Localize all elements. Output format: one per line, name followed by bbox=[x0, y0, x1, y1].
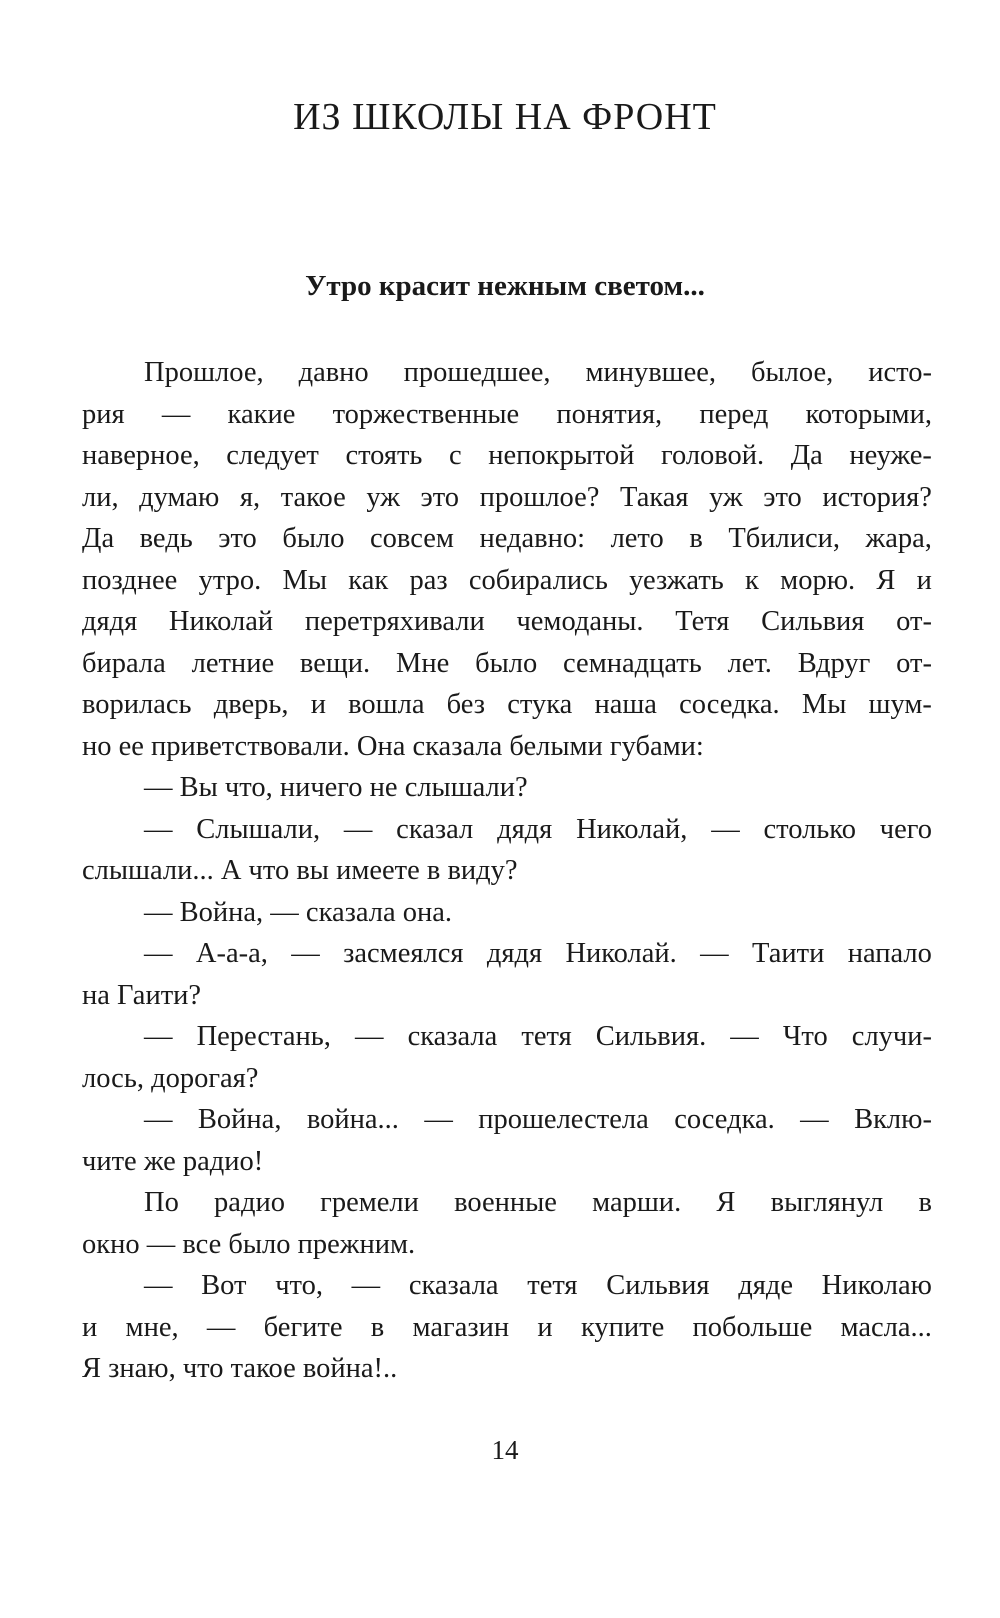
text-line: По радио гремели военные марши. Я выглянул в bbox=[144, 1187, 932, 1218]
body-text bbox=[82, 352, 932, 1390]
text-line: слышали... А что вы имеете в виду? bbox=[82, 855, 518, 886]
text-line: дядя Николай перетряхивали чемоданы. Тетя Сильвия от- bbox=[82, 606, 932, 637]
text-line: — А-а-а, — засмеялся дядя Николай. — Таити напало bbox=[144, 938, 932, 969]
text-line: позднее утро. Мы как раз собирались уезжать к морю. Я и bbox=[82, 564, 932, 596]
section-title: Утро красит нежным светом... bbox=[305, 270, 705, 302]
text-line: и мне, — бегите в магазин и купите побольше масла... bbox=[82, 1311, 932, 1343]
text-line: наверное, следует стоять с непокрытой головой. Да неуже- bbox=[82, 440, 932, 471]
text-line: — Война, — сказала она. bbox=[144, 896, 453, 928]
text-line: — Перестань, — сказала тетя Сильвия. — Что случи- bbox=[144, 1021, 932, 1052]
text-line: Да ведь это было совсем недавно: лето в Тбилиси, жара, bbox=[82, 523, 932, 554]
chapter-title: ИЗ ШКОЛЫ НА ФРОНТ bbox=[293, 96, 717, 138]
text-line: Прошлое, давно прошедшее, минувшее, былое, исто- bbox=[144, 357, 932, 388]
text-line: лось, дорогая? bbox=[82, 1062, 259, 1094]
page-number: 14 bbox=[491, 1435, 519, 1465]
text-line: рия — какие торжественные понятия, перед которыми, bbox=[82, 398, 932, 430]
text-line: ворилась дверь, и вошла без стука наша соседка. Мы шум- bbox=[82, 689, 932, 720]
text-line: — Слышали, — сказал дядя Николай, — столько чего bbox=[144, 813, 932, 845]
text-line: окно — все было прежним. bbox=[82, 1228, 416, 1260]
text-line: чите же радио! bbox=[82, 1145, 264, 1177]
text-line: бирала летние вещи. Мне было семнадцать лет. Вдруг от- bbox=[82, 647, 932, 679]
text-line: — Вот что, — сказала тетя Сильвия дяде Николаю bbox=[144, 1270, 932, 1301]
text-line: ли, думаю я, такое уж это прошлое? Такая уж это история? bbox=[82, 481, 932, 513]
text-line: но ее приветствовали. Она сказала белыми губами: bbox=[82, 730, 704, 762]
text-line: Я знаю, что такое война!.. bbox=[82, 1353, 398, 1384]
text-line: — Вы что, ничего не слышали? bbox=[144, 772, 528, 803]
text-line: — Война, война... — прошелестела соседка. — Вклю- bbox=[144, 1104, 932, 1135]
text-line: на Гаити? bbox=[82, 979, 202, 1011]
